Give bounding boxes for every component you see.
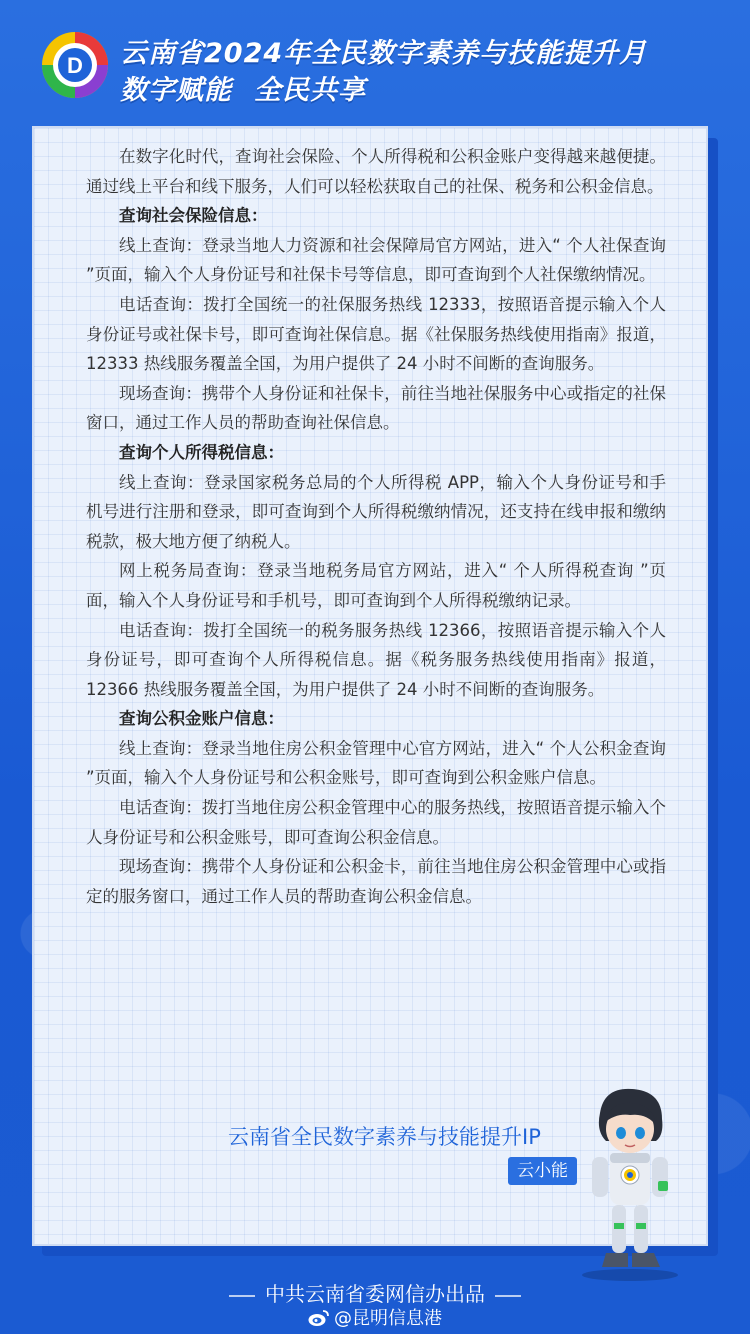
subtitle-part-1: 数字赋能 <box>120 75 232 106</box>
article-content <box>86 142 666 911</box>
footer-publisher <box>0 1278 750 1307</box>
mascot-illustration <box>570 1083 690 1283</box>
article-paragraph: 现场查询：携带个人身份证和公积金卡，前往当地住房公积金管理中心或指定的服务窗口，通过工作人员的帮助查询公积金信息。 <box>86 857 666 906</box>
section-heading: 查询个人所得税信息： <box>119 442 284 462</box>
article-paragraph: 线上查询：登录当地人力资源和社会保障局官方网站，进入“ 个人社保查询 ”页面，输入个人身份证号和社保卡号等信息，即可查询到个人社保缴纳情况。 <box>86 235 666 285</box>
article-paragraph: 电话查询：拨打全国统一的税务服务热线 12366，按照语音提示输入个人身份证号，即可查询个人所得税信息。据《税务服务热线使用指南》报道，12366 热线服务覆盖全国，为用户提供了 24 小时不间断的查询服务。 <box>86 620 666 699</box>
divider-right <box>495 1295 521 1297</box>
article-paragraph: 网上税务局查询：登录当地税务局官方网站，进入“ 个人所得税查询 ”页面，输入个人身份证号和手机号，即可查询到个人所得税缴纳记录。 <box>86 561 666 610</box>
ip-title: 云南省全民数字素养与技能提升IP <box>228 1125 541 1149</box>
subtitle-part-2: 全民共享 <box>254 75 366 106</box>
divider-left <box>229 1295 255 1297</box>
svg-text:D: D <box>67 53 83 78</box>
ip-name-badge: 云小能 <box>508 1157 577 1185</box>
section-heading: 查询社会保险信息： <box>119 206 268 226</box>
page-title: 云南省2024年全民数字素养与技能提升月 <box>120 38 648 69</box>
article-paragraph: 现场查询：携带个人身份证和社保卡，前往当地社保服务中心或指定的社保窗口，通过工作人员的帮助查询社保信息。 <box>86 383 666 433</box>
page-subtitle <box>120 68 740 107</box>
article-panel <box>32 126 708 1246</box>
article-paragraph: 在数字化时代，查询社会保险、个人所得税和公积金账户变得越来越便捷。通过线上平台和线下服务，人们可以轻松获取自己的社保、税务和公积金信息。 <box>86 147 666 196</box>
header <box>0 0 750 115</box>
section-heading: 查询公积金账户信息： <box>119 709 284 729</box>
article-paragraph: 电话查询：拨打当地住房公积金管理中心的服务热线，按照语音提示输入个人身份证号和公积金账号，即可查询公积金信息。 <box>86 798 666 847</box>
footer-account <box>0 1304 750 1330</box>
article-paragraph: 电话查询：拨打全国统一的社保服务热线 12333，按照语音提示输入个人身份证号或社保卡号，即可查询社保信息。据《社保服务热线使用指南》报道，12333 热线服务覆盖全国，为用户提供了 24 小时不间断的查询服务。 <box>86 294 666 374</box>
weibo-icon <box>308 1309 330 1327</box>
digital-logo-icon <box>40 30 110 100</box>
publisher-text: 中共云南省委网信办出品 <box>265 1282 485 1306</box>
article-paragraph: 线上查询：登录当地住房公积金管理中心官方网站，进入“ 个人公积金查询 ”页面，输入个人身份证号和公积金账号，即可查询到公积金账户信息。 <box>86 738 666 788</box>
article-paragraph: 线上查询：登录国家税务总局的个人所得税 APP，输入个人身份证号和手机号进行注册和登录，即可查询到个人所得税缴纳情况，还支持在线申报和缴纳税款，极大地方便了纳税人。 <box>86 472 666 551</box>
account-handle[interactable]: @昆明信息港 <box>334 1308 442 1329</box>
